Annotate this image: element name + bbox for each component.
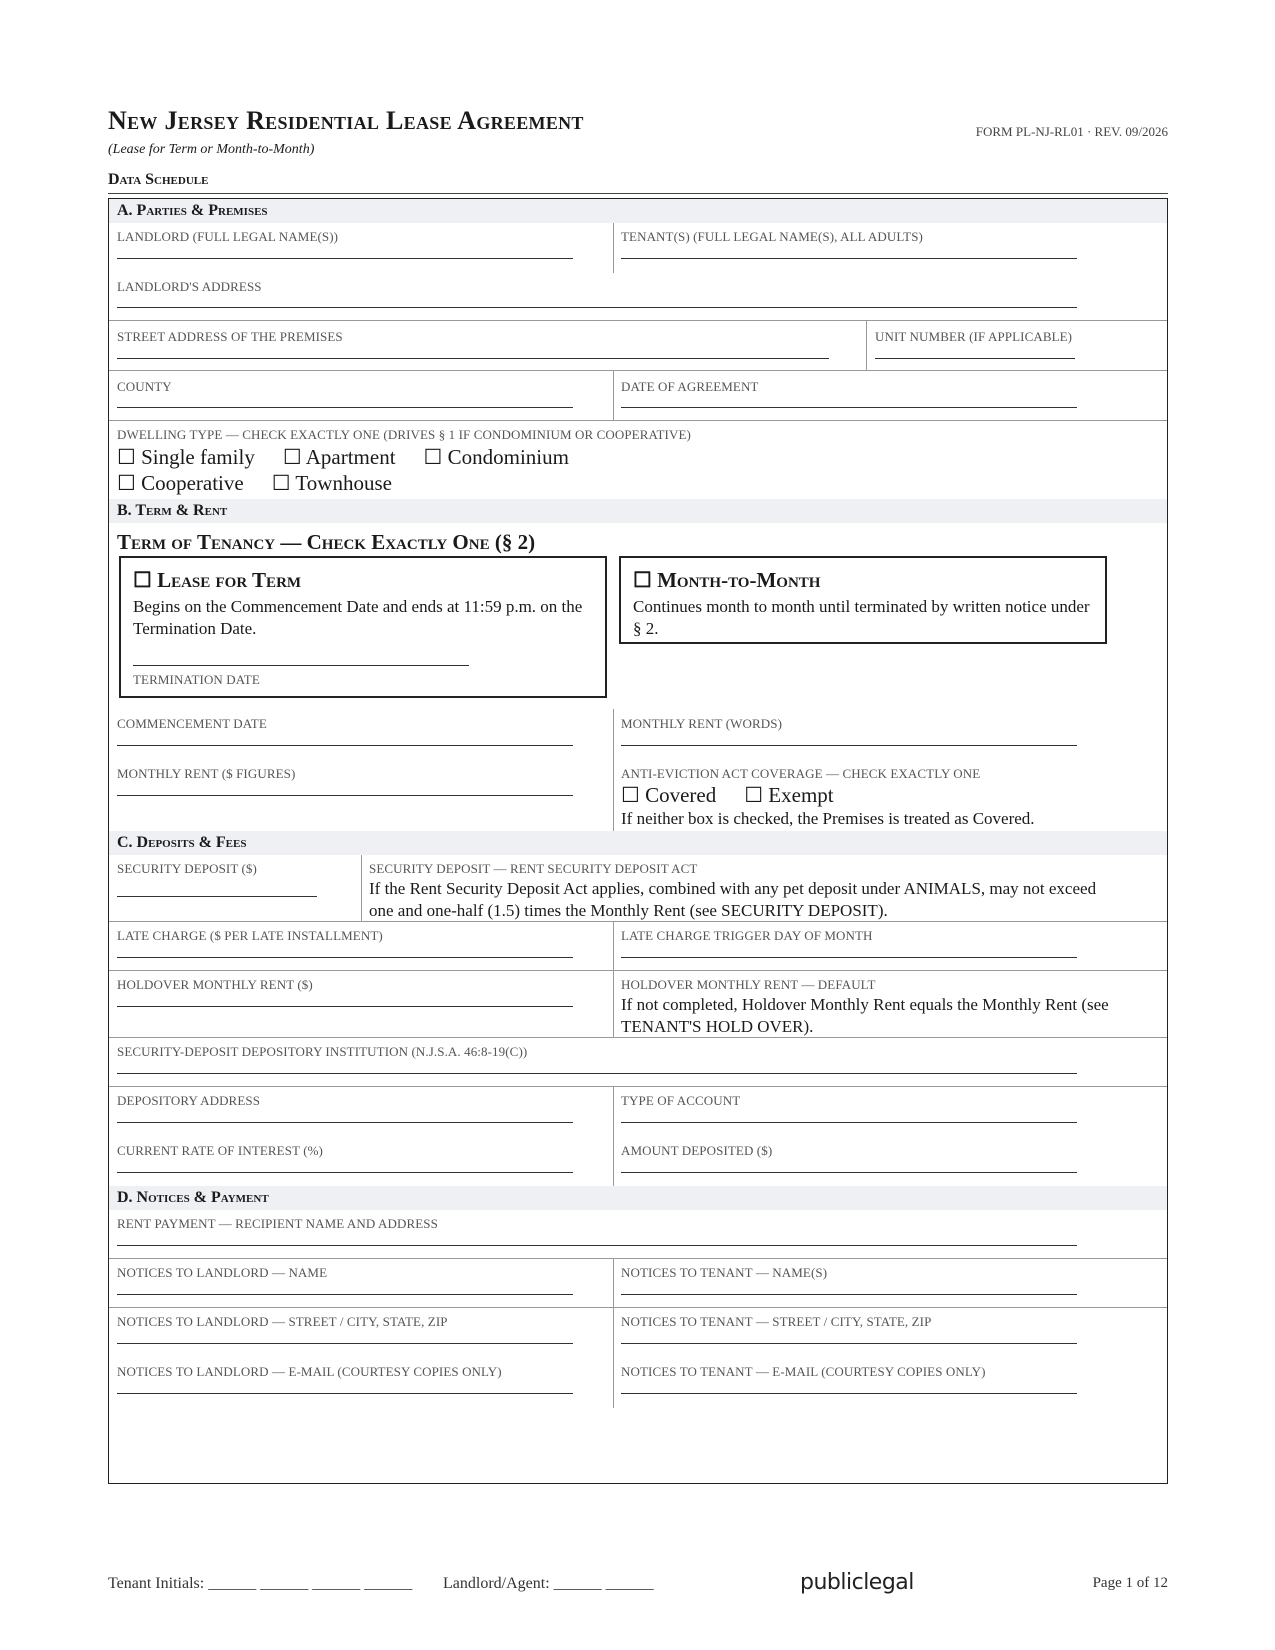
interest-rate-label: CURRENT RATE OF INTEREST (%) <box>117 1143 323 1158</box>
security-deposit-act-label: SECURITY DEPOSIT — RENT SECURITY DEPOSIT ACT <box>369 861 698 876</box>
divider <box>613 921 614 1037</box>
account-type-label: TYPE OF ACCOUNT <box>621 1093 741 1108</box>
notice-landlord-street-label: NOTICES TO LANDLORD — STREET / CITY, STATE, ZIP <box>117 1314 448 1329</box>
date-of-agreement-label: DATE OF AGREEMENT <box>621 379 759 394</box>
security-deposit-act-note: If the Rent Security Deposit Act applies, combined with any pet deposit under ANIMALS, may not exceed one and one-half (1.5) times the Monthly Rent (see SECURITY DEPOSIT). <box>369 879 1097 920</box>
lease-page <box>108 0 1168 1379</box>
divider <box>866 320 867 370</box>
lease-for-term-description: Begins on the Commencement Date and ends at 11:59 p.m. on the Termination Date. <box>133 597 583 638</box>
divider <box>109 921 1167 922</box>
anti-eviction-note: If neither box is checked, the Premises is treated as Covered. <box>621 809 1035 828</box>
divider <box>109 370 1167 371</box>
late-charge-day-field[interactable] <box>621 957 1077 958</box>
term-of-tenancy-heading: Term of Tenancy — Check Exactly One (§ 2) <box>117 530 536 554</box>
holdover-default-note: If not completed, Holdover Monthly Rent equals the Monthly Rent (see TENANT'S HOLD OVER). <box>621 995 1109 1036</box>
apartment-checkbox[interactable]: ☐ Apartment <box>282 445 396 469</box>
termination-date-label: TERMINATION DATE <box>133 672 260 687</box>
document-header <box>108 0 1168 200</box>
landlord-address-label: LANDLORD'S ADDRESS <box>117 279 262 294</box>
notice-landlord-email-field[interactable] <box>117 1393 573 1394</box>
divider <box>613 223 614 273</box>
notice-tenant-street-field[interactable] <box>621 1343 1077 1344</box>
dwelling-options-row-2 <box>117 471 420 496</box>
unit-number-field[interactable] <box>875 358 1075 359</box>
covered-checkbox[interactable]: ☐ Covered <box>621 783 717 807</box>
document-subtitle: (Lease for Term or Month-to-Month) <box>108 142 315 157</box>
depository-field[interactable] <box>117 1073 1077 1074</box>
divider <box>109 1037 1167 1038</box>
notice-landlord-email-label: NOTICES TO LANDLORD — E-MAIL (COURTESY COPIES ONLY) <box>117 1364 502 1379</box>
page-number: Page 1 of 12 <box>1092 1575 1168 1591</box>
notice-landlord-name-label: NOTICES TO LANDLORD — NAME <box>117 1265 328 1280</box>
premises-address-field[interactable] <box>117 358 829 359</box>
termination-date-field[interactable] <box>133 665 469 666</box>
tenants-label: TENANT(S) (FULL LEGAL NAME(S), ALL ADULTS) <box>621 229 923 244</box>
interest-rate-field[interactable] <box>117 1172 573 1173</box>
divider <box>613 1086 614 1186</box>
security-deposit-label: SECURITY DEPOSIT ($) <box>117 861 257 876</box>
holdover-default-label: HOLDOVER MONTHLY RENT — DEFAULT <box>621 977 876 992</box>
divider <box>361 855 362 921</box>
single-family-checkbox[interactable]: ☐ Single family <box>117 445 255 469</box>
rent-payment-label: RENT PAYMENT — RECIPIENT NAME AND ADDRESS <box>117 1216 438 1231</box>
section-b-header: B. Term & Rent <box>109 499 1167 523</box>
landlord-address-field[interactable] <box>117 307 1077 308</box>
anti-eviction-label: ANTI-EVICTION ACT COVERAGE — CHECK EXACTLY ONE <box>621 766 981 781</box>
divider <box>109 970 1167 971</box>
late-charge-label: LATE CHARGE ($ PER LATE INSTALLMENT) <box>117 928 383 943</box>
unit-number-label: UNIT NUMBER (IF APPLICABLE) <box>875 329 1073 344</box>
section-c-header: C. Deposits & Fees <box>109 831 1167 855</box>
monthly-rent-figures-label: MONTHLY RENT ($ FIGURES) <box>117 766 296 781</box>
divider <box>109 1086 1167 1087</box>
divider <box>613 709 614 831</box>
depository-address-field[interactable] <box>117 1122 573 1123</box>
data-schedule-title: Data Schedule <box>108 171 209 188</box>
data-schedule-table <box>108 198 1168 1484</box>
divider <box>108 193 1168 194</box>
cooperative-checkbox[interactable]: ☐ Cooperative <box>117 471 244 495</box>
rent-payment-field[interactable] <box>117 1245 1077 1246</box>
exempt-checkbox[interactable]: ☐ Exempt <box>744 783 834 807</box>
depository-label: SECURITY-DEPOSIT DEPOSITORY INSTITUTION (N.J.S.A. 46:8-19(C)) <box>117 1044 528 1059</box>
premises-address-label: STREET ADDRESS OF THE PREMISES <box>117 329 343 344</box>
amount-deposited-field[interactable] <box>621 1172 1077 1173</box>
holdover-rent-field[interactable] <box>117 1006 573 1007</box>
account-type-field[interactable] <box>621 1122 1077 1123</box>
monthly-rent-words-field[interactable] <box>621 745 1077 746</box>
divider <box>613 1258 614 1408</box>
monthly-rent-figures-field[interactable] <box>117 795 573 796</box>
month-to-month-description: Continues month to month until terminated by written notice under § 2. <box>633 597 1090 638</box>
commencement-date-field[interactable] <box>117 745 573 746</box>
county-field[interactable] <box>117 407 573 408</box>
section-a-header: A. Parties & Premises <box>109 199 1167 223</box>
notice-tenant-email-label: NOTICES TO TENANT — E-MAIL (COURTESY COPIES ONLY) <box>621 1364 986 1379</box>
notice-tenant-name-label: NOTICES TO TENANT — NAME(S) <box>621 1265 828 1280</box>
landlord-label: LANDLORD (FULL LEGAL NAME(S)) <box>117 229 339 244</box>
anti-eviction-options <box>621 783 862 808</box>
divider <box>109 320 1167 321</box>
amount-deposited-label: AMOUNT DEPOSITED ($) <box>621 1143 773 1158</box>
month-to-month-checkbox[interactable]: ☐ Month-to-Month <box>633 568 821 592</box>
county-label: COUNTY <box>117 379 172 394</box>
publiclegal-logo: publiclegal <box>800 1570 914 1595</box>
landlord-field[interactable] <box>117 258 573 259</box>
tenant-initials[interactable]: Tenant Initials: ______ ______ ______ ______ <box>108 1575 413 1592</box>
notice-tenant-name-field[interactable] <box>621 1294 1077 1295</box>
section-d-header: D. Notices & Payment <box>109 1186 1167 1210</box>
dwelling-options-row-1 <box>117 445 597 470</box>
date-of-agreement-field[interactable] <box>621 407 1077 408</box>
holdover-rent-label: HOLDOVER MONTHLY RENT ($) <box>117 977 313 992</box>
security-deposit-field[interactable] <box>117 896 317 897</box>
notice-landlord-street-field[interactable] <box>117 1343 573 1344</box>
commencement-date-label: COMMENCEMENT DATE <box>117 716 267 731</box>
lease-for-term-box[interactable] <box>119 556 607 698</box>
late-charge-day-label: LATE CHARGE TRIGGER DAY OF MONTH <box>621 928 873 943</box>
dwelling-type-label: DWELLING TYPE — CHECK EXACTLY ONE (DRIVES § 1 IF CONDOMINIUM OR COOPERATIVE) <box>117 427 691 442</box>
notice-landlord-name-field[interactable] <box>117 1294 573 1295</box>
depository-address-label: DEPOSITORY ADDRESS <box>117 1093 261 1108</box>
document-title: New Jersey Residential Lease Agreement <box>108 106 584 135</box>
divider <box>109 1258 1167 1259</box>
divider <box>109 1307 1167 1308</box>
notice-tenant-street-label: NOTICES TO TENANT — STREET / CITY, STATE, ZIP <box>621 1314 932 1329</box>
landlord-agent-initials[interactable]: Landlord/Agent: ______ ______ <box>443 1575 654 1592</box>
tenants-field[interactable] <box>621 258 1077 259</box>
month-to-month-box[interactable] <box>619 556 1107 644</box>
townhouse-checkbox[interactable]: ☐ Townhouse <box>271 471 392 495</box>
divider <box>613 370 614 420</box>
late-charge-field[interactable] <box>117 957 573 958</box>
divider <box>109 420 1167 421</box>
notice-tenant-email-field[interactable] <box>621 1393 1077 1394</box>
monthly-rent-words-label: MONTHLY RENT (WORDS) <box>621 716 783 731</box>
lease-for-term-checkbox[interactable]: ☐ Lease for Term <box>133 568 302 592</box>
form-number: FORM PL-NJ-RL01 · REV. 09/2026 <box>975 124 1168 139</box>
condominium-checkbox[interactable]: ☐ Condominium <box>423 445 569 469</box>
